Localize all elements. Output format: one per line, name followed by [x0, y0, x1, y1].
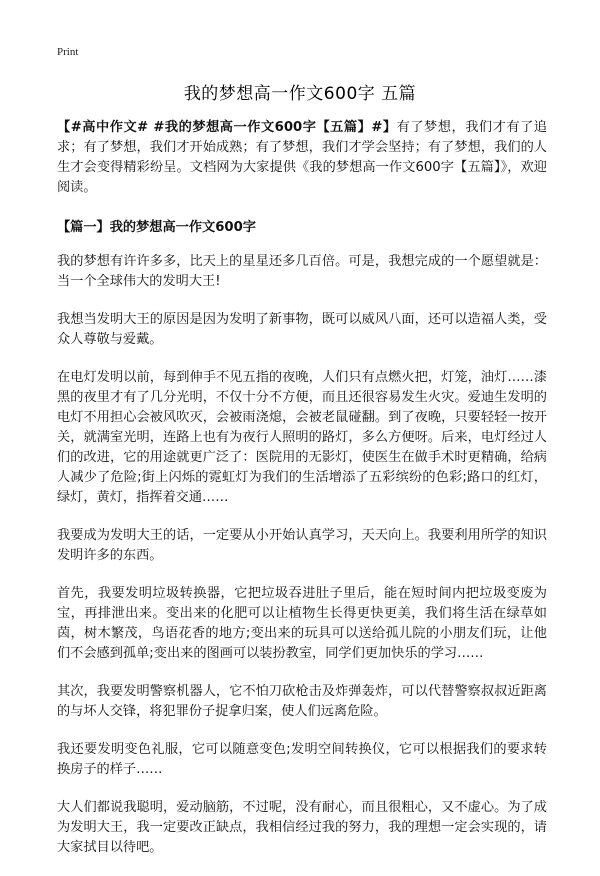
paragraph-2: 我想当发明大王的原因是因为发明了新事物，既可以威风八面，还可以造福人类，受众人尊敬与爱戴。	[57, 312, 547, 347]
paragraph-1: 我的梦想有许许多多，比天上的星星还多几百倍。可是，我想完成的一个愿望就是：当一个全球伟大的发明大王!	[57, 254, 547, 289]
paragraph-4: 我要成为发明大王的话，一定要从小开始认真学习，天天向上。我要利用所学的知识发明许多的东西。	[57, 528, 547, 563]
intro-text: 有了梦想，我们才有了追求；有了梦想，我们才开始成熟；有了梦想，我们才学会坚持；有了梦想，我们的人生才会变得精彩纷呈。文档网为大家提供《我的梦想高一作文600字【五篇】》，欢迎阅读。	[57, 120, 547, 195]
intro-paragraph	[57, 118, 547, 198]
paragraph-5: 首先，我要发明垃圾转换器，它把垃圾吞进肚子里后，能在短时间内把垃圾变废为宝，再排泄出来。变出来的化肥可以让植物生长得更快更美，我们将生活在绿草如茵，树木繁茂，鸟语花香的地方;变出来的玩具可以送给孤儿院的小朋友们玩，让他们不会感到孤单;变出来的图画可以装扮教室，同学们更加快乐的学习……	[57, 586, 547, 661]
paragraph-6: 其次，我要发明警察机器人，它不怕刀砍枪击及炸弹轰炸，可以代替警察叔叔近距离的与坏人交锋，将犯罪份子捉拿归案，使人们远离危险。	[57, 684, 547, 719]
intro-tags: 【#高中作文# #我的梦想高一作文600字【五篇】#】	[57, 120, 397, 135]
paragraph-8: 大人们都说我聪明，爱动脑筋，不过呢，没有耐心，而且很粗心，又不虚心。为了成为发明大王，我一定要改正缺点，我相信经过我的努力，我的理想一定会实现的，请大家拭目以待吧。	[57, 800, 547, 855]
section-heading: 【篇一】我的梦想高一作文600字	[57, 220, 256, 235]
paragraph-3: 在电灯发明以前，每到伸手不见五指的夜晚，人们只有点燃火把，灯笼，油灯……漆黑的夜里才有了几分光明，不仅十分不方便，而且还很容易发生火灾。爱迪生发明的电灯不用担心会被风吹灭，会被雨浇熄，会被老鼠碰翻。到了夜晚，只要轻轻一按开关，就满室光明，连路上也有为夜行人照明的路灯，多么方便呀。后来，电灯经过人们的改进，它的用途就更广泛了：医院用的无影灯，使医生在做手术时更精确，给病人减少了危险;街上闪烁的霓虹灯为我们的生活增添了五彩缤纷的色彩;路口的红灯，绿灯，黄灯，指挥着交通……	[57, 370, 547, 505]
document-body	[57, 118, 547, 876]
print-label: Print	[57, 46, 79, 58]
paragraph-7: 我还要发明变色礼服，它可以随意变色;发明空间转换仪，它可以根据我们的要求转换房子的样子……	[57, 742, 547, 777]
document-title: 我的梦想高一作文600字 五篇	[183, 84, 417, 104]
